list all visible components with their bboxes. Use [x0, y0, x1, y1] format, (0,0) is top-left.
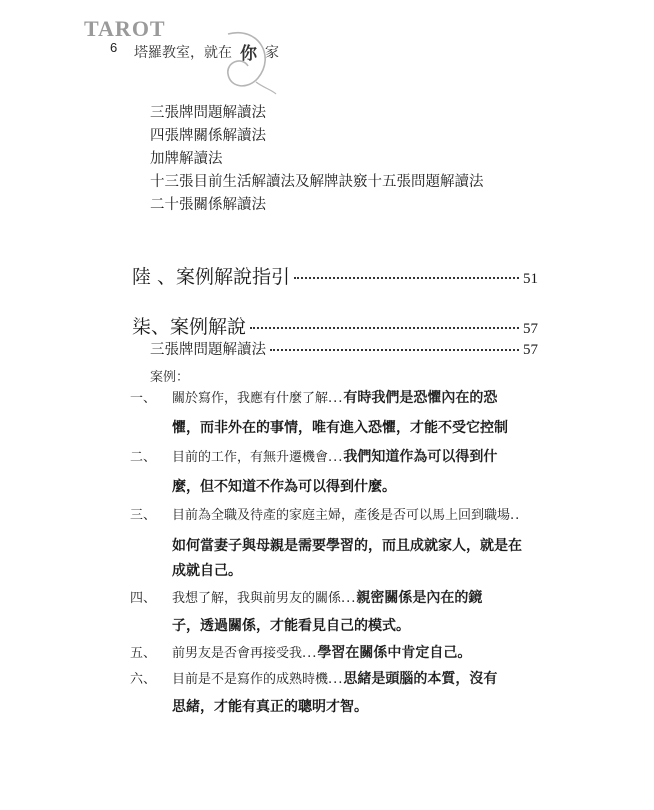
case-question: 關於寫作，我應有什麼了解: [172, 391, 329, 406]
case-item: 二、 目前的工作，有無升遷機會...我們知道作為可以得到什 麼，但不知道不作為可以得到什麼。: [130, 445, 550, 500]
dot-leader: [294, 277, 519, 279]
toc-sub-entry[interactable]: [150, 338, 538, 359]
case-question: 目前是不是寫作的成熟時機: [172, 672, 329, 687]
subsection-list: [150, 102, 484, 217]
case-answer: 親密關係是內在的鏡: [356, 590, 483, 606]
sub-entry-page-number: 57: [523, 342, 538, 358]
case-label: 案例：: [150, 370, 190, 385]
dot-leader: [250, 327, 519, 329]
chapter-page-number: 57: [523, 321, 538, 337]
running-title-highlight: 你: [240, 44, 257, 64]
case-answer-cont: 子，透過關係，才能看見自己的模式。: [172, 618, 410, 634]
toc-subsection[interactable]: 四張牌關係解讀法: [150, 128, 266, 144]
case-question: 目前的工作，有無升遷機會: [172, 450, 329, 465]
case-item: 六、 目前是不是寫作的成熟時機...思緒是頭腦的本質，沒有 思緒，才能有真正的聰明才智。: [130, 667, 550, 720]
case-question: 目前為全職及待產的家庭主婦，產後是否可以馬上回到職場: [172, 508, 511, 523]
case-item: 三、 目前為全職及待產的家庭主婦，產後是否可以馬上回到職場.. 如何當妻子與母親是需要學習的，而且成就家人，就是在 成就自己。: [130, 504, 550, 584]
case-item: 一、 關於寫作，我應有什麼了解...有時我們是恐懼內在的恐 懼，而非外在的事情，唯有進入恐懼，才能不受它控制: [130, 386, 550, 441]
case-answer: 我們知道作為可以得到什: [343, 449, 498, 465]
case-question: 我想了解，我與前男友的關係: [172, 591, 342, 606]
running-title: [134, 39, 279, 64]
case-question: 前男友是否會再接受我: [172, 646, 303, 661]
case-number: 三、: [130, 508, 157, 523]
case-answer-cont: 麼，但不知道不作為可以得到什麼。: [172, 479, 396, 495]
tarot-logo-word: TAROT: [84, 16, 166, 41]
dot-leader: [270, 349, 519, 351]
chapter-page-number: 51: [523, 271, 538, 287]
case-answer: 思緒是頭腦的本質，沒有: [343, 671, 498, 687]
chapter-title: 柒、案例解說: [132, 316, 247, 338]
toc-chapter-6[interactable]: [132, 262, 538, 289]
case-number: 一、: [130, 391, 157, 406]
toc-subsection[interactable]: 二十張關係解讀法: [150, 197, 266, 213]
case-number: 五、: [130, 646, 157, 661]
page-number: 6: [110, 40, 118, 55]
case-number: 四、: [130, 591, 157, 606]
case-answer: 學習在關係中肯定自己。: [317, 645, 472, 661]
case-answer-cont: 如何當妻子與母親是需要學習的，而且成就家人，就是在: [172, 538, 522, 554]
toc-subsection[interactable]: 十三張目前生活解讀法及解牌訣竅十五張問題解讀法: [150, 174, 484, 190]
sub-entry-title: 三張牌問題解讀法: [150, 342, 266, 358]
toc-subsection[interactable]: 三張牌問題解讀法: [150, 105, 266, 121]
case-number: 六、: [130, 672, 157, 687]
case-item: 五、 前男友是否會再接受我...學習在關係中肯定自己。: [130, 641, 550, 665]
case-answer-cont: 思緒，才能有真正的聰明才智。: [172, 699, 368, 715]
running-title-end: 家: [265, 44, 279, 61]
toc-subsection[interactable]: 加牌解讀法: [150, 151, 223, 167]
case-answer: 有時我們是恐懼內在的恐: [343, 390, 498, 406]
chapter-title: 陸 、案例解說指引: [132, 266, 291, 288]
case-number: 二、: [130, 450, 157, 465]
running-title-main: 塔羅教室，就在: [134, 44, 232, 61]
case-answer-cont: 懼，而非外在的事情，唯有進入恐懼，才能不受它控制: [172, 420, 508, 436]
running-header: [78, 14, 308, 94]
toc-chapter-7[interactable]: [132, 312, 538, 339]
case-answer-cont: 成就自己。: [172, 563, 242, 579]
case-item: 四、 我想了解，我與前男友的關係...親密關係是內在的鏡 子，透過關係，才能看見自己的模式。: [130, 586, 550, 639]
case-list: [130, 386, 550, 720]
